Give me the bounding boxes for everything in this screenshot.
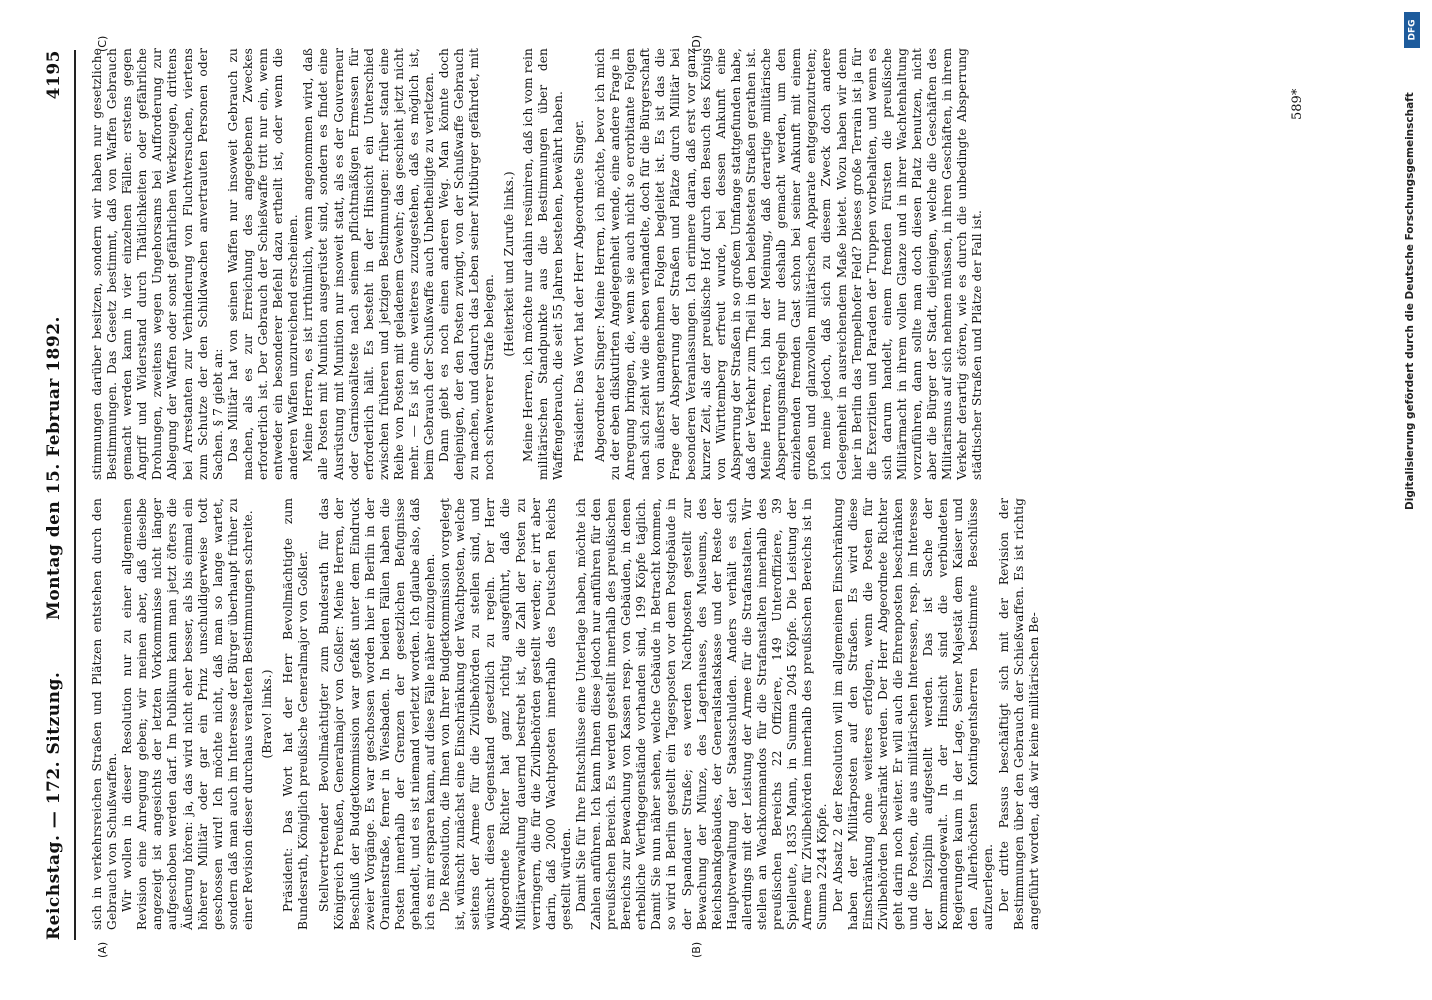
header-date: Montag den 15. Februar 1892.: [44, 316, 64, 620]
page-footer: 589*: [1290, 88, 1305, 120]
margin-marker-c: (C): [96, 35, 109, 52]
speaker-paragraph: Präsident: Das Wort hat der Herr Abgeordnete Singer.: [571, 119, 586, 462]
paragraph: Dann giebt es noch einen anderen Weg. Man könnte doch denjenigen, der den Posten zwingt, von der Schußwaffe Gebrauch zu machen, und dadurch das Leben seiner Mitbürger gefährdet, mit noch schwererer Strafe belegen.: [437, 48, 497, 480]
margin-marker-a: (A): [96, 941, 109, 958]
digitization-stamp: Digitalisierung gefördert durch die Deutsche Forschungsgemeinschaft: [1404, 92, 1416, 510]
margin-marker-b: (B): [690, 941, 703, 958]
paragraph: sich in verkehrsreichen Straßen und Plätzen entstehen durch den Gebrauch von Schußwaffen.: [90, 498, 120, 930]
paragraph: stimmungen darüber besitzen, sondern wir haben nur gesetzliche Bestimmungen. Das Gesetz bestimmt, daß von Waffen Gebrauch gemacht werden kann in vier einzelnen Fällen: erstens gegen Angriff und Widerstand durch Thätlichkeiten oder gefährliche Drohungen, zweitens wegen Ungehorsams bei Aufforderung zur Ablegung der Waffen oder sonst gefährlichen Werkzeugen, drittens bei Arrestanten zur Verhinderung von Fluchtversuchen, viertens zum Schutze der den Schildwachen anvertrauten Personen oder Sachen. § 7 giebt an:: [90, 48, 225, 480]
paragraph: Meine Herren, es ist irrthümlich, wenn angenommen wird, daß alle Posten mit Munition ausgerüstet sind, sondern es findet eine Ausrüstung mit Munition nur insoweit statt, als es der Gouverneur oder Garnisonälteste nach seinem pflichtmäßigen Ermessen für erforderlich hält. Es besteht in der Hinsicht ein Unterschied zwischen früheren und jetzigen Bestimmungen: früher stand eine Reihe von Posten mit geladenem Gewehr; das geschieht jetzt nicht mehr. — Es ist ohne weiteres zuzugestehen, daß es möglich ist, beim Gebrauch der Schußwaffe auch Unbetheiligte zu verletzen.: [301, 48, 437, 480]
dfg-logo-text: DFG: [1407, 19, 1418, 41]
left-column: [90, 498, 1042, 930]
right-column: [90, 48, 985, 480]
paragraph: Wir wollen in dieser Resolution nur zu einer allgemeinen Revision eine Anregung geben; wir meinen aber, daß dieselbe angezeigt ist angesichts der letzten Vorkommnisse nicht länger aufgeschoben werden darf. Im Publikum kann man jetzt öfters die Äußerung hören: ja, das wird nicht eher besser, als bis einmal ein höherer Militär oder gar ein Prinz unschuldigerweise todt geschossen wird! Ich möchte nicht, daß man so lange wartet, sondern daß man auch im Interesse der Bürger überhaupt früher zu einer Revision dieser durchaus veralteten Bestimmungen schreite.: [120, 498, 255, 930]
page-number: 4195: [44, 50, 64, 100]
speaker-paragraph: Abgeordneter Singer: Meine Herren, ich möchte, bevor ich mich zu der eben diskutirten Angelegenheit wende, eine andere Frage in Anregung bringen, die, wenn sie auch nicht so erorbitante Folgen nach sich zieht wie die eben verhandelte, doch für die Bürgerschaft von äußerst unangenehmen Folgen begleitet ist. Es ist das die Frage der Absperrung der Straßen und Plätze durch Militär bei besonderen Veranlassungen. Ich erinnere daran, daß erst vor ganz kurzer Zeit, als der preußische Hof durch den Besuch des Königs von Württemberg erfreut wurde, bei dessen Ankunft eine Absperrung der Straßen in so großem Umfange stattgefunden habe, daß der Verkehr zum Theil in den belebtesten Straßen gerathen ist. Meine Herren, ich bin der Meinung, daß derartige militärische Absperrungsmaßregeln nur deshalb gemacht werden, um den einziehenden fremden Gast schon bei seiner Ankunft mit einem großen und glanzvollen militärischen Apparate entgegenzutreten; ich meine jedoch, daß sich zu diesem Zweck doch andere Gelegenheit in ausreichendem Maße bietet. Wozu haben wir denn hier in Berlin das Tempelhofer Feld? Dieses große Terrain ist ja für die Exerzitien und Paraden der Truppen vorbehalten, und wenn es sich darum handelt, einem fremden Fürsten die preußische Militärmacht in ihrem vollen Glanze und in ihrer Wachtenhaltung vorzuführen, dann sollte man doch diesen Platz benutzen, nicht aber die Bürger der Stadt, diejenigen, welche die Geschäften des Militarismus auf sich nehmen müssen, in ihren Geschäften, in ihrem Verkehr derartig stören, wie es durch die unbedingte Absperrung städtischer Straßen und Plätze der Fall ist.: [593, 48, 985, 480]
page-header: [40, 50, 76, 940]
speaker-paragraph: Stellvertretender Bevollmächtigter zum Bundesrath für das Königreich Preußen, Generalmajor von Goßler: Meine Herren, der Beschluß der Budgetkommission war gefaßt unter dem Eindruck zweier Vorgänge. Es war geschossen worden hier in Berlin in der Oranienstraße, ferner in Wiesbaden. In beiden Fällen haben die Posten innerhalb der Grenzen der gesetzlichen Befugnisse gehandelt, und es ist niemand verletzt worden. Ich glaube also, daß ich es mir ersparen kann, auf diese Fälle näher einzugehen.: [317, 498, 437, 930]
paragraph: Damit Sie für Ihre Entschlüsse eine Unterlage haben, möchte ich Zahlen anführen. Ich kann Ihnen diese jedoch nur anführen für den preußischen Bereich. Es werden gestellt innerhalb des preußischen Bereichs zur Bewachung von Kassen resp. von Gebäuden, in denen erhebliche Werthgegenstände vorhanden sind, 199 Köpfe täglich. Damit Sie nun näher sehen, welche Gebäude in Betracht kommen, so wird in Berlin gestellt ein Tagesposten vor dem Postgebäude in der Spandauer Straße; es werden Nachtposten gestellt zur Bewachung der Münze, des Lagerhauses, des Museums, des Reichsbankgebäudes, der Generalstaatskasse und der Reste der Hauptverwaltung der Staatsschulden. Anders verhält es sich allerdings mit der Leistung der Armee für die Strafanstalten. Wir stellen an Wachkommandos für die Strafanstalten innerhalb des preußischen Bereichs 22 Offiziere, 149 Unteroffiziere, 39 Spielleute, 1835 Mann, in Summa 2045 Köpfe. Die Leistung der Armee für Zivilbehörden innerhalb des preußischen Bereichs ist in Summa 2244 Köpfe.: [573, 498, 830, 930]
paragraph: Meine Herren, ich möchte nur dahin resümiren, daß ich vom rein militärischen Standpunkte aus die Bestimmungen über den Waffengebrauch, die seit 55 Jahren bestehen, bewährt haben.: [520, 48, 565, 480]
interjection: (Heiterkeit und Zurufe links.): [501, 171, 516, 357]
interjection: (Bravo! links.): [260, 669, 275, 759]
speaker-paragraph: Präsident: Das Wort hat der Herr Bevollmächtigte zum Bundesrath, Königlich preußische Generalmajor von Goßler.: [281, 498, 311, 930]
header-left: Reichstag. — 172. Sitzung.: [44, 671, 64, 940]
paragraph: Der dritte Passus beschäftigt sich mit der Revision der Bestimmungen über den Gebrauch der Schießwaffen. Es ist richtig angeführt worden, daß wir keine militärischen Be-: [996, 498, 1041, 930]
margin-marker-d: (D): [690, 34, 703, 52]
paragraph: Die Resolution, die Ihnen von Ihrer Budgetkommission vorgelegt ist, wünscht zunächst eine Einschränkung der Wachtposten, welche seitens der Armee für die Zivilbehörden zu stellen sind, und wünscht diesen Gegenstand gesetzlich zu regeln. Der Herr Abgeordnete Richter hat ganz richtig ausgeführt, daß die Militärverwaltung dauernd bestrebt ist, die Zahl der Posten zu verringern, die für die Zivilbehörden gestellt werden; er irrt aber darin, daß 2000 Wachtposten innerhalb des Deutschen Reichs gestellt würden.: [438, 498, 573, 930]
quoted-paragraph: Das Militär hat von seinen Waffen nur insoweit Gebrauch zu machen, als es zur Erreichung des angegebenen Zweckes erforderlich ist. Der Gebrauch der Schießwaffe tritt nur ein, wenn entweder ein besonderer Befehl dazu ertheilt ist, oder wenn die anderen Waffen unzureichend erscheinen.: [225, 48, 301, 480]
paragraph: Der Absatz 2 der Resolution will im allgemeinen Einschränkung haben der Militärposten auf den Straßen. Es wird diese Einschränkung ohne weiteres erfolgen, wenn die Posten für Zivilbehörden beschränkt werden. Der Herr Abgeordnete Richter geht darin noch weiter. Er will auch die Ehrenposten beschränken und die Posten, die aus militärischen Interessen, resp. im Interesse der Disziplin aufgestellt werden. Das ist Sache der Kommandogewalt. In der Hinsicht sind die verbündeten Regierungen kaum in der Lage, Seiner Majestät dem Kaiser und den Allerhöchsten Kontingentsherren bestimmte Beschlüsse aufzuerlegen.: [830, 498, 996, 930]
